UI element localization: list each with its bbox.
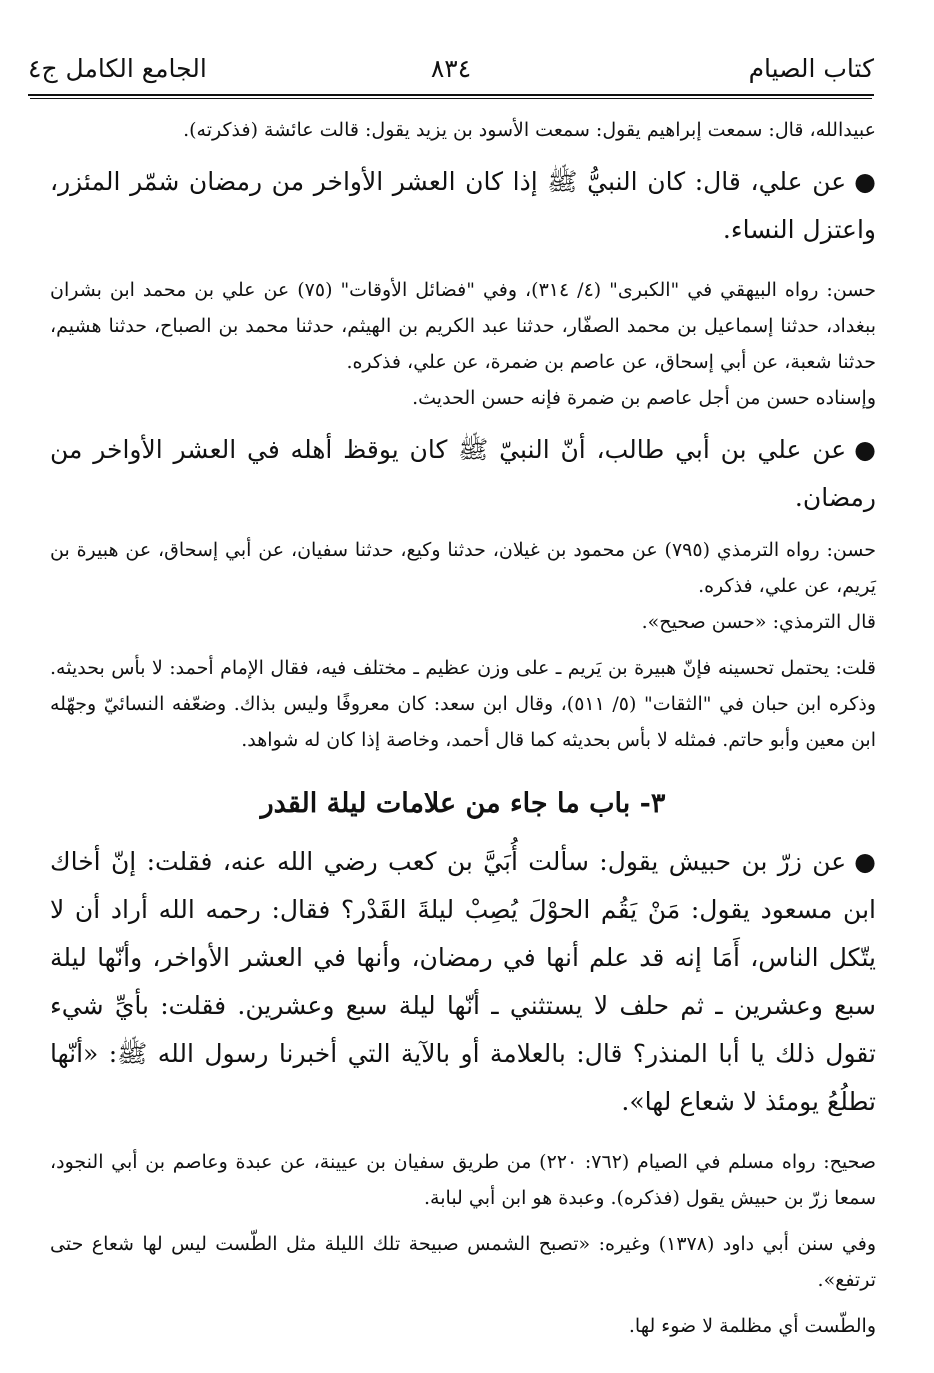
volume-title: الجامع الكامل ج٤ <box>28 54 207 83</box>
isnad-note: وإسناده حسن من أجل عاصم بن ضمرة فإنه حسن الحديث. <box>412 387 876 409</box>
bullet-icon: ● <box>854 847 876 876</box>
takhrij-muslim: صحيح: رواه مسلم في الصيام (٧٦٢: ٢٢٠) من طريق سفيان بن عيينة، عن عبدة وعاصم بن أبي النجود، سمعا زرّ بن حبيش يقول (فذكره). وعبدة هو ابن أبي لبابة. <box>50 1151 876 1209</box>
page-header <box>28 48 874 96</box>
bullet-icon: ● <box>854 167 876 196</box>
takhrij-bayhaqi: حسن: رواه البيهقي في "الكبرى" (٤/ ٣١٤)، وفي "فضائل الأوقات" (٧٥) عن علي بن محمد ابن بشران ببغداد، حدثنا إسماعيل بن محمد الصفّار، حدثنا عبد الكريم بن الهيثم، حدثنا محمد بن الصباح، حدثنا هشيم، حدثنا شعبة، عن أبي إسحاق، عن عاصم بن ضمرة، عن علي، فذكره. <box>50 279 876 373</box>
tirmidhi-grading: قال الترمذي: «حسن صحيح». <box>641 611 876 633</box>
takhrij-tirmidhi: حسن: رواه الترمذي (٧٩٥) عن محمود بن غيلان، حدثنا وكيع، حدثنا سفيان، عن أبي إسحاق، عن هبيرة بن يَريم، عن علي، فذكره. <box>50 539 877 597</box>
page-number: ٨٣٤ <box>430 54 472 83</box>
abu-dawud-note: وفي سنن أبي داود (١٣٧٨) وغيره: «تصبح الشمس صبيحة تلك الليلة مثل الطّست ليس لها شعاع حتى ترتفع». <box>50 1233 877 1291</box>
narration-continuation: عبيدالله، قال: سمعت إبراهيم يقول: سمعت الأسود بن يزيد يقول: قالت عائشة (فذكرته). <box>183 119 876 141</box>
bullet-icon: ● <box>854 435 876 464</box>
chapter-title: ٣- باب ما جاء من علامات ليلة القدر <box>260 788 666 819</box>
hadith-zirr: ●عن زرّ بن حبيش يقول: سألت أُبَيَّ بن كعب رضي الله عنه، فقلت: إنّ أخاك ابن مسعود يقول: مَنْ يَقُم الحوْلَ يُصِبْ ليلةَ القَدْر؟ فقال: رحمه الله أراد أن لا يتّكل الناس، أَمَا إنه قد علم أنها في رمضان، وأنها في العشر الأواخر، وأنّها ليلة سبع وعشرين ـ ثم حلف لا يستثني ـ أنّها ليلة سبع وعشرين. فقلت: بأيِّ شيء تقول ذلك يا أبا المنذر؟ قال: بالعلامة أو بالآية التي أخبرنا رسول الله ﷺ: «أنّها تطلُعُ يومئذ لا شعاع لها». <box>50 838 876 1126</box>
hadith-ali-mizar: ●عن علي، قال: كان النبيُّ ﷺ إذا كان العشر الأواخر من رمضان شمّر المئزر، واعتزل النساء. <box>50 158 876 254</box>
author-comment: قلت: يحتمل تحسينه فإنّ هبيرة بن يَريم ـ على وزن عظيم ـ مختلف فيه، فقال الإمام أحمد: لا بأس بحديثه. وذكره ابن حبان في "الثقات" (٥/ ٥١١)، وقال ابن سعد: كان معروفًا وليس بذاك. وضعّفه النسائيّ وجهّله ابن معين وأبو حاتم. فمثله لا بأس بحديثه كما قال أحمد، وخاصة إذا كان له شواهد. <box>50 657 876 751</box>
tast-definition: والطّست أي مظلمة لا ضوء لها. <box>628 1315 876 1337</box>
page-body <box>50 112 876 1344</box>
hadith-ali-awaken: ●عن علي بن أبي طالب، أنّ النبيّ ﷺ كان يوقظ أهله في العشر الأواخر من رمضان. <box>50 426 876 522</box>
book-title: كتاب الصيام <box>748 54 874 83</box>
